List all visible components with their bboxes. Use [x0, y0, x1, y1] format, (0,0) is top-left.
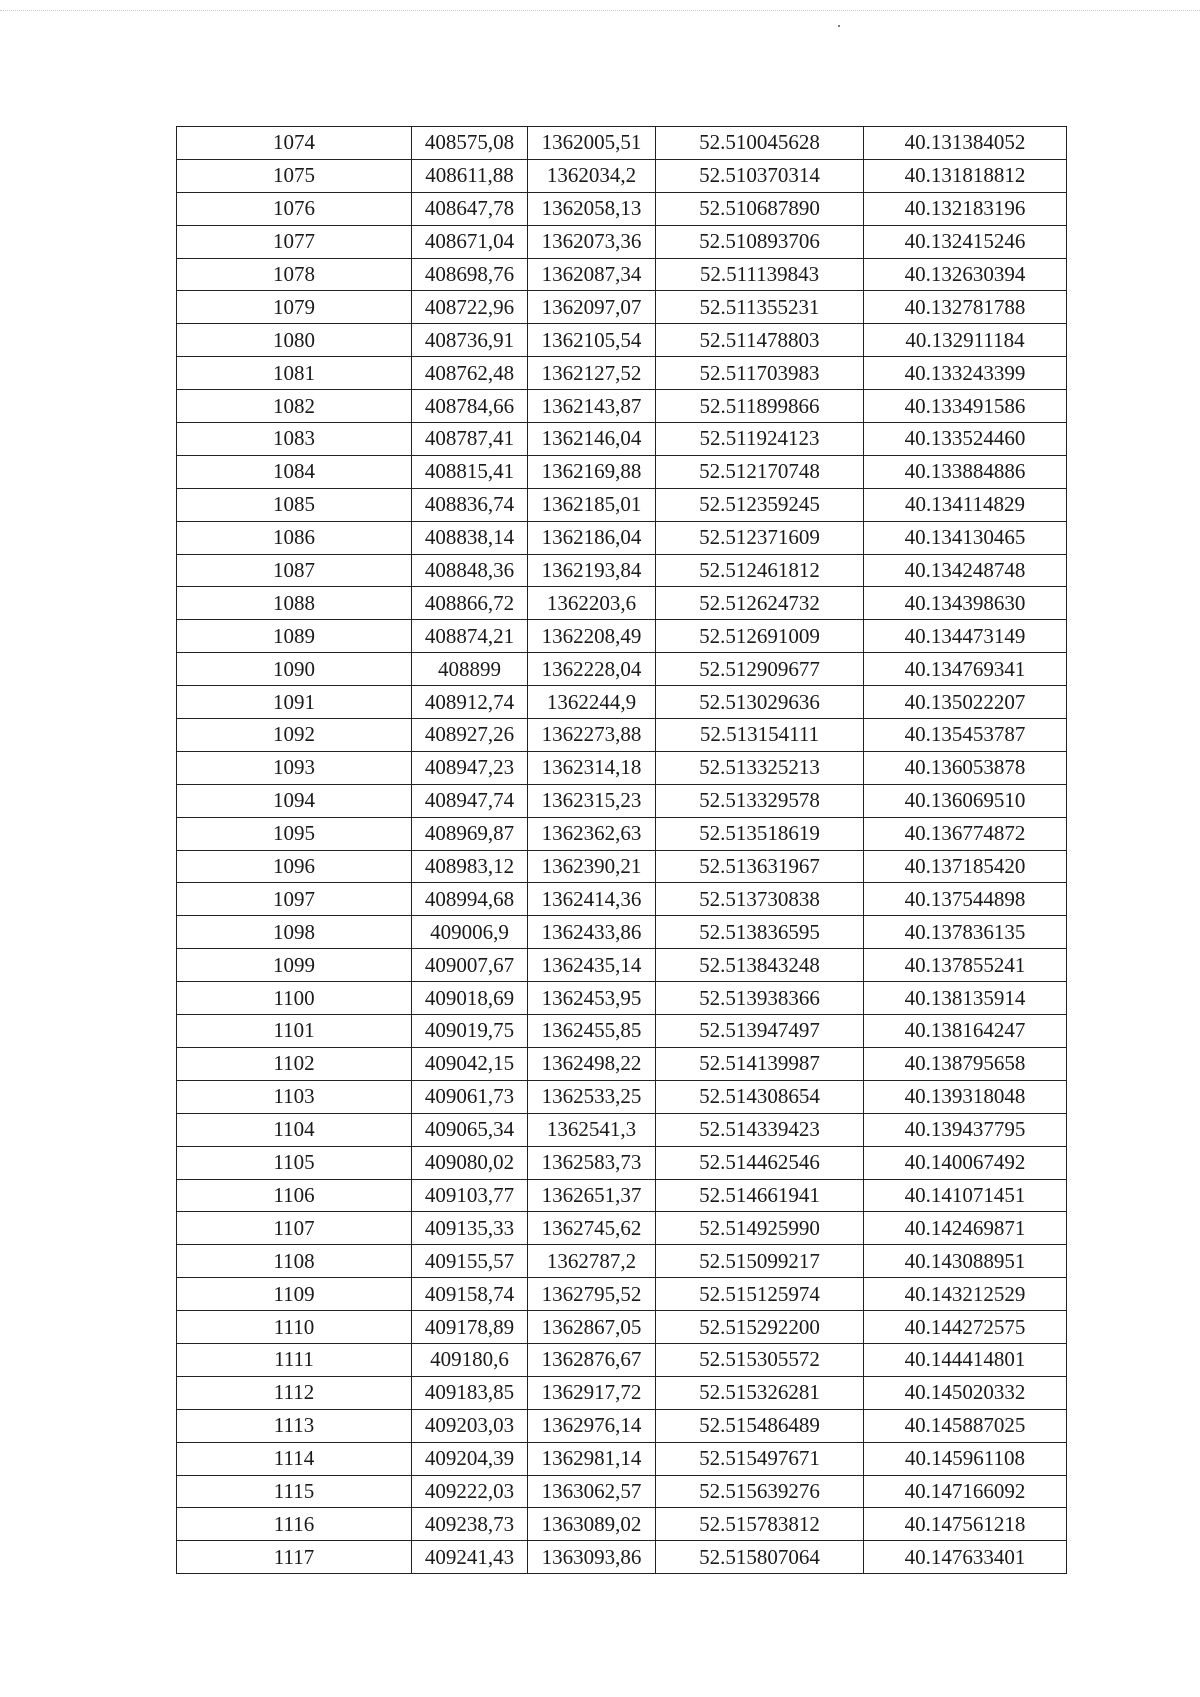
x-coordinate-cell: 409019,75 [412, 1015, 528, 1048]
table-row [177, 850, 1067, 883]
x-coordinate-cell: 408927,26 [412, 719, 528, 752]
longitude-cell: 40.147561218 [864, 1508, 1067, 1541]
y-coordinate-cell: 1362127,52 [528, 357, 656, 390]
longitude-cell: 40.134769341 [864, 653, 1067, 686]
point-number-cell: 1082 [177, 390, 412, 423]
point-number-cell: 1097 [177, 883, 412, 916]
table-row [177, 916, 1067, 949]
x-coordinate-cell: 409080,02 [412, 1146, 528, 1179]
x-coordinate-cell: 409007,67 [412, 949, 528, 982]
point-number-cell: 1083 [177, 423, 412, 456]
longitude-cell: 40.137836135 [864, 916, 1067, 949]
y-coordinate-cell: 1362976,14 [528, 1409, 656, 1442]
y-coordinate-cell: 1362651,37 [528, 1179, 656, 1212]
table-row [177, 192, 1067, 225]
table-row [177, 1475, 1067, 1508]
table-row [177, 423, 1067, 456]
y-coordinate-cell: 1362795,52 [528, 1278, 656, 1311]
latitude-cell: 52.512170748 [656, 455, 864, 488]
latitude-cell: 52.514925990 [656, 1212, 864, 1245]
latitude-cell: 52.515326281 [656, 1376, 864, 1409]
latitude-cell: 52.513843248 [656, 949, 864, 982]
latitude-cell: 52.511355231 [656, 291, 864, 324]
point-number-cell: 1103 [177, 1080, 412, 1113]
table-row [177, 488, 1067, 521]
longitude-cell: 40.147633401 [864, 1541, 1067, 1574]
latitude-cell: 52.515807064 [656, 1541, 864, 1574]
x-coordinate-cell: 408874,21 [412, 620, 528, 653]
point-number-cell: 1100 [177, 982, 412, 1015]
longitude-cell: 40.142469871 [864, 1212, 1067, 1245]
y-coordinate-cell: 1362498,22 [528, 1047, 656, 1080]
y-coordinate-cell: 1362097,07 [528, 291, 656, 324]
y-coordinate-cell: 1362228,04 [528, 653, 656, 686]
y-coordinate-cell: 1362105,54 [528, 324, 656, 357]
y-coordinate-cell: 1362390,21 [528, 850, 656, 883]
latitude-cell: 52.515783812 [656, 1508, 864, 1541]
y-coordinate-cell: 1362146,04 [528, 423, 656, 456]
longitude-cell: 40.147166092 [864, 1475, 1067, 1508]
x-coordinate-cell: 408838,14 [412, 521, 528, 554]
y-coordinate-cell: 1362917,72 [528, 1376, 656, 1409]
point-number-cell: 1104 [177, 1113, 412, 1146]
table-row [177, 620, 1067, 653]
latitude-cell: 52.512371609 [656, 521, 864, 554]
latitude-cell: 52.512691009 [656, 620, 864, 653]
point-number-cell: 1110 [177, 1311, 412, 1344]
latitude-cell: 52.513947497 [656, 1015, 864, 1048]
longitude-cell: 40.132630394 [864, 258, 1067, 291]
y-coordinate-cell: 1362414,36 [528, 883, 656, 916]
y-coordinate-cell: 1362455,85 [528, 1015, 656, 1048]
point-number-cell: 1084 [177, 455, 412, 488]
point-number-cell: 1089 [177, 620, 412, 653]
table-row [177, 554, 1067, 587]
latitude-cell: 52.511139843 [656, 258, 864, 291]
latitude-cell: 52.515125974 [656, 1278, 864, 1311]
table-row [177, 1541, 1067, 1574]
x-coordinate-cell: 409103,77 [412, 1179, 528, 1212]
point-number-cell: 1116 [177, 1508, 412, 1541]
longitude-cell: 40.139318048 [864, 1080, 1067, 1113]
latitude-cell: 52.511924123 [656, 423, 864, 456]
longitude-cell: 40.136069510 [864, 784, 1067, 817]
x-coordinate-cell: 409204,39 [412, 1442, 528, 1475]
point-number-cell: 1106 [177, 1179, 412, 1212]
x-coordinate-cell: 409135,33 [412, 1212, 528, 1245]
longitude-cell: 40.134398630 [864, 587, 1067, 620]
longitude-cell: 40.132183196 [864, 192, 1067, 225]
table-row [177, 1015, 1067, 1048]
table-row [177, 1113, 1067, 1146]
table-row [177, 1080, 1067, 1113]
point-number-cell: 1078 [177, 258, 412, 291]
point-number-cell: 1076 [177, 192, 412, 225]
y-coordinate-cell: 1362058,13 [528, 192, 656, 225]
x-coordinate-cell: 408899 [412, 653, 528, 686]
table-row [177, 1409, 1067, 1442]
table-row [177, 225, 1067, 258]
x-coordinate-cell: 409018,69 [412, 982, 528, 1015]
table-row [177, 159, 1067, 192]
longitude-cell: 40.136053878 [864, 751, 1067, 784]
x-coordinate-cell: 409158,74 [412, 1278, 528, 1311]
latitude-cell: 52.510370314 [656, 159, 864, 192]
point-number-cell: 1108 [177, 1245, 412, 1278]
x-coordinate-cell: 408647,78 [412, 192, 528, 225]
latitude-cell: 52.513329578 [656, 784, 864, 817]
longitude-cell: 40.144414801 [864, 1343, 1067, 1376]
latitude-cell: 52.512359245 [656, 488, 864, 521]
table-row [177, 1146, 1067, 1179]
x-coordinate-cell: 408947,74 [412, 784, 528, 817]
y-coordinate-cell: 1362315,23 [528, 784, 656, 817]
table-row [177, 719, 1067, 752]
point-number-cell: 1095 [177, 817, 412, 850]
table-row [177, 357, 1067, 390]
y-coordinate-cell: 1362193,84 [528, 554, 656, 587]
x-coordinate-cell: 408947,23 [412, 751, 528, 784]
x-coordinate-cell: 408575,08 [412, 127, 528, 160]
latitude-cell: 52.510893706 [656, 225, 864, 258]
x-coordinate-cell: 409178,89 [412, 1311, 528, 1344]
latitude-cell: 52.514339423 [656, 1113, 864, 1146]
latitude-cell: 52.513938366 [656, 982, 864, 1015]
table-row [177, 1278, 1067, 1311]
point-number-cell: 1113 [177, 1409, 412, 1442]
x-coordinate-cell: 408784,66 [412, 390, 528, 423]
longitude-cell: 40.133524460 [864, 423, 1067, 456]
table-row [177, 1343, 1067, 1376]
table-row [177, 1442, 1067, 1475]
coordinates-table-body [177, 127, 1067, 1574]
latitude-cell: 52.515497671 [656, 1442, 864, 1475]
latitude-cell: 52.512909677 [656, 653, 864, 686]
longitude-cell: 40.134114829 [864, 488, 1067, 521]
y-coordinate-cell: 1362185,01 [528, 488, 656, 521]
table-row [177, 949, 1067, 982]
longitude-cell: 40.138135914 [864, 982, 1067, 1015]
longitude-cell: 40.145887025 [864, 1409, 1067, 1442]
longitude-cell: 40.134473149 [864, 620, 1067, 653]
point-number-cell: 1092 [177, 719, 412, 752]
x-coordinate-cell: 408969,87 [412, 817, 528, 850]
point-number-cell: 1096 [177, 850, 412, 883]
longitude-cell: 40.136774872 [864, 817, 1067, 850]
x-coordinate-cell: 409241,43 [412, 1541, 528, 1574]
point-number-cell: 1114 [177, 1442, 412, 1475]
longitude-cell: 40.131818812 [864, 159, 1067, 192]
x-coordinate-cell: 408787,41 [412, 423, 528, 456]
x-coordinate-cell: 409065,34 [412, 1113, 528, 1146]
longitude-cell: 40.138164247 [864, 1015, 1067, 1048]
point-number-cell: 1094 [177, 784, 412, 817]
x-coordinate-cell: 409061,73 [412, 1080, 528, 1113]
latitude-cell: 52.515292200 [656, 1311, 864, 1344]
table-row [177, 390, 1067, 423]
latitude-cell: 52.513154111 [656, 719, 864, 752]
longitude-cell: 40.133491586 [864, 390, 1067, 423]
latitude-cell: 52.513029636 [656, 686, 864, 719]
x-coordinate-cell: 408983,12 [412, 850, 528, 883]
y-coordinate-cell: 1362005,51 [528, 127, 656, 160]
table-row [177, 324, 1067, 357]
x-coordinate-cell: 408736,91 [412, 324, 528, 357]
table-row [177, 686, 1067, 719]
point-number-cell: 1091 [177, 686, 412, 719]
y-coordinate-cell: 1362203,6 [528, 587, 656, 620]
point-number-cell: 1075 [177, 159, 412, 192]
latitude-cell: 52.515639276 [656, 1475, 864, 1508]
longitude-cell: 40.138795658 [864, 1047, 1067, 1080]
x-coordinate-cell: 408762,48 [412, 357, 528, 390]
y-coordinate-cell: 1362273,88 [528, 719, 656, 752]
longitude-cell: 40.145020332 [864, 1376, 1067, 1409]
y-coordinate-cell: 1362435,14 [528, 949, 656, 982]
table-row [177, 455, 1067, 488]
longitude-cell: 40.145961108 [864, 1442, 1067, 1475]
table-row [177, 751, 1067, 784]
y-coordinate-cell: 1362244,9 [528, 686, 656, 719]
latitude-cell: 52.514308654 [656, 1080, 864, 1113]
table-row [177, 1508, 1067, 1541]
x-coordinate-cell: 408994,68 [412, 883, 528, 916]
x-coordinate-cell: 408912,74 [412, 686, 528, 719]
longitude-cell: 40.135022207 [864, 686, 1067, 719]
latitude-cell: 52.513518619 [656, 817, 864, 850]
latitude-cell: 52.514139987 [656, 1047, 864, 1080]
latitude-cell: 52.513325213 [656, 751, 864, 784]
point-number-cell: 1111 [177, 1343, 412, 1376]
longitude-cell: 40.132781788 [864, 291, 1067, 324]
y-coordinate-cell: 1362787,2 [528, 1245, 656, 1278]
longitude-cell: 40.143212529 [864, 1278, 1067, 1311]
point-number-cell: 1087 [177, 554, 412, 587]
y-coordinate-cell: 1362314,18 [528, 751, 656, 784]
x-coordinate-cell: 409222,03 [412, 1475, 528, 1508]
latitude-cell: 52.514462546 [656, 1146, 864, 1179]
point-number-cell: 1099 [177, 949, 412, 982]
latitude-cell: 52.515486489 [656, 1409, 864, 1442]
y-coordinate-cell: 1362186,04 [528, 521, 656, 554]
y-coordinate-cell: 1362533,25 [528, 1080, 656, 1113]
x-coordinate-cell: 408848,36 [412, 554, 528, 587]
table-row [177, 1376, 1067, 1409]
table-row [177, 1311, 1067, 1344]
x-coordinate-cell: 408815,41 [412, 455, 528, 488]
y-coordinate-cell: 1362867,05 [528, 1311, 656, 1344]
table-row [177, 291, 1067, 324]
y-coordinate-cell: 1362169,88 [528, 455, 656, 488]
scan-edge-line [0, 10, 1200, 11]
point-number-cell: 1085 [177, 488, 412, 521]
y-coordinate-cell: 1362143,87 [528, 390, 656, 423]
y-coordinate-cell: 1362362,63 [528, 817, 656, 850]
table-row [177, 587, 1067, 620]
longitude-cell: 40.137855241 [864, 949, 1067, 982]
longitude-cell: 40.133243399 [864, 357, 1067, 390]
latitude-cell: 52.514661941 [656, 1179, 864, 1212]
table-row [177, 1212, 1067, 1245]
y-coordinate-cell: 1363062,57 [528, 1475, 656, 1508]
longitude-cell: 40.132911184 [864, 324, 1067, 357]
table-row [177, 127, 1067, 160]
point-number-cell: 1101 [177, 1015, 412, 1048]
latitude-cell: 52.515305572 [656, 1343, 864, 1376]
x-coordinate-cell: 409180,6 [412, 1343, 528, 1376]
point-number-cell: 1074 [177, 127, 412, 160]
longitude-cell: 40.134248748 [864, 554, 1067, 587]
latitude-cell: 52.511899866 [656, 390, 864, 423]
table-row [177, 784, 1067, 817]
latitude-cell: 52.515099217 [656, 1245, 864, 1278]
x-coordinate-cell: 408866,72 [412, 587, 528, 620]
table-row [177, 521, 1067, 554]
point-number-cell: 1112 [177, 1376, 412, 1409]
y-coordinate-cell: 1362541,3 [528, 1113, 656, 1146]
y-coordinate-cell: 1362073,36 [528, 225, 656, 258]
table-row [177, 1245, 1067, 1278]
table-row [177, 1047, 1067, 1080]
longitude-cell: 40.144272575 [864, 1311, 1067, 1344]
longitude-cell: 40.133884886 [864, 455, 1067, 488]
point-number-cell: 1115 [177, 1475, 412, 1508]
latitude-cell: 52.512461812 [656, 554, 864, 587]
table-row [177, 258, 1067, 291]
point-number-cell: 1081 [177, 357, 412, 390]
point-number-cell: 1107 [177, 1212, 412, 1245]
table-row [177, 982, 1067, 1015]
y-coordinate-cell: 1362981,14 [528, 1442, 656, 1475]
latitude-cell: 52.513730838 [656, 883, 864, 916]
y-coordinate-cell: 1362433,86 [528, 916, 656, 949]
point-number-cell: 1117 [177, 1541, 412, 1574]
x-coordinate-cell: 408698,76 [412, 258, 528, 291]
point-number-cell: 1088 [177, 587, 412, 620]
longitude-cell: 40.139437795 [864, 1113, 1067, 1146]
point-number-cell: 1105 [177, 1146, 412, 1179]
x-coordinate-cell: 408671,04 [412, 225, 528, 258]
table-row [177, 817, 1067, 850]
x-coordinate-cell: 409155,57 [412, 1245, 528, 1278]
y-coordinate-cell: 1362583,73 [528, 1146, 656, 1179]
point-number-cell: 1093 [177, 751, 412, 784]
longitude-cell: 40.137544898 [864, 883, 1067, 916]
coordinates-table-container [176, 126, 1066, 1574]
longitude-cell: 40.143088951 [864, 1245, 1067, 1278]
point-number-cell: 1109 [177, 1278, 412, 1311]
latitude-cell: 52.512624732 [656, 587, 864, 620]
longitude-cell: 40.134130465 [864, 521, 1067, 554]
point-number-cell: 1102 [177, 1047, 412, 1080]
point-number-cell: 1086 [177, 521, 412, 554]
point-number-cell: 1077 [177, 225, 412, 258]
point-number-cell: 1098 [177, 916, 412, 949]
y-coordinate-cell: 1363089,02 [528, 1508, 656, 1541]
longitude-cell: 40.131384052 [864, 127, 1067, 160]
longitude-cell: 40.141071451 [864, 1179, 1067, 1212]
y-coordinate-cell: 1362876,67 [528, 1343, 656, 1376]
y-coordinate-cell: 1362453,95 [528, 982, 656, 1015]
table-row [177, 653, 1067, 686]
latitude-cell: 52.510687890 [656, 192, 864, 225]
x-coordinate-cell: 409183,85 [412, 1376, 528, 1409]
point-number-cell: 1090 [177, 653, 412, 686]
longitude-cell: 40.135453787 [864, 719, 1067, 752]
latitude-cell: 52.513836595 [656, 916, 864, 949]
y-coordinate-cell: 1363093,86 [528, 1541, 656, 1574]
latitude-cell: 52.511703983 [656, 357, 864, 390]
x-coordinate-cell: 409006,9 [412, 916, 528, 949]
latitude-cell: 52.511478803 [656, 324, 864, 357]
coordinates-table [176, 126, 1067, 1574]
longitude-cell: 40.132415246 [864, 225, 1067, 258]
x-coordinate-cell: 408722,96 [412, 291, 528, 324]
y-coordinate-cell: 1362087,34 [528, 258, 656, 291]
point-number-cell: 1079 [177, 291, 412, 324]
latitude-cell: 52.510045628 [656, 127, 864, 160]
point-number-cell: 1080 [177, 324, 412, 357]
y-coordinate-cell: 1362208,49 [528, 620, 656, 653]
scan-speck [838, 25, 840, 27]
x-coordinate-cell: 408611,88 [412, 159, 528, 192]
x-coordinate-cell: 408836,74 [412, 488, 528, 521]
longitude-cell: 40.137185420 [864, 850, 1067, 883]
x-coordinate-cell: 409238,73 [412, 1508, 528, 1541]
table-row [177, 883, 1067, 916]
y-coordinate-cell: 1362034,2 [528, 159, 656, 192]
x-coordinate-cell: 409042,15 [412, 1047, 528, 1080]
y-coordinate-cell: 1362745,62 [528, 1212, 656, 1245]
latitude-cell: 52.513631967 [656, 850, 864, 883]
x-coordinate-cell: 409203,03 [412, 1409, 528, 1442]
longitude-cell: 40.140067492 [864, 1146, 1067, 1179]
table-row [177, 1179, 1067, 1212]
